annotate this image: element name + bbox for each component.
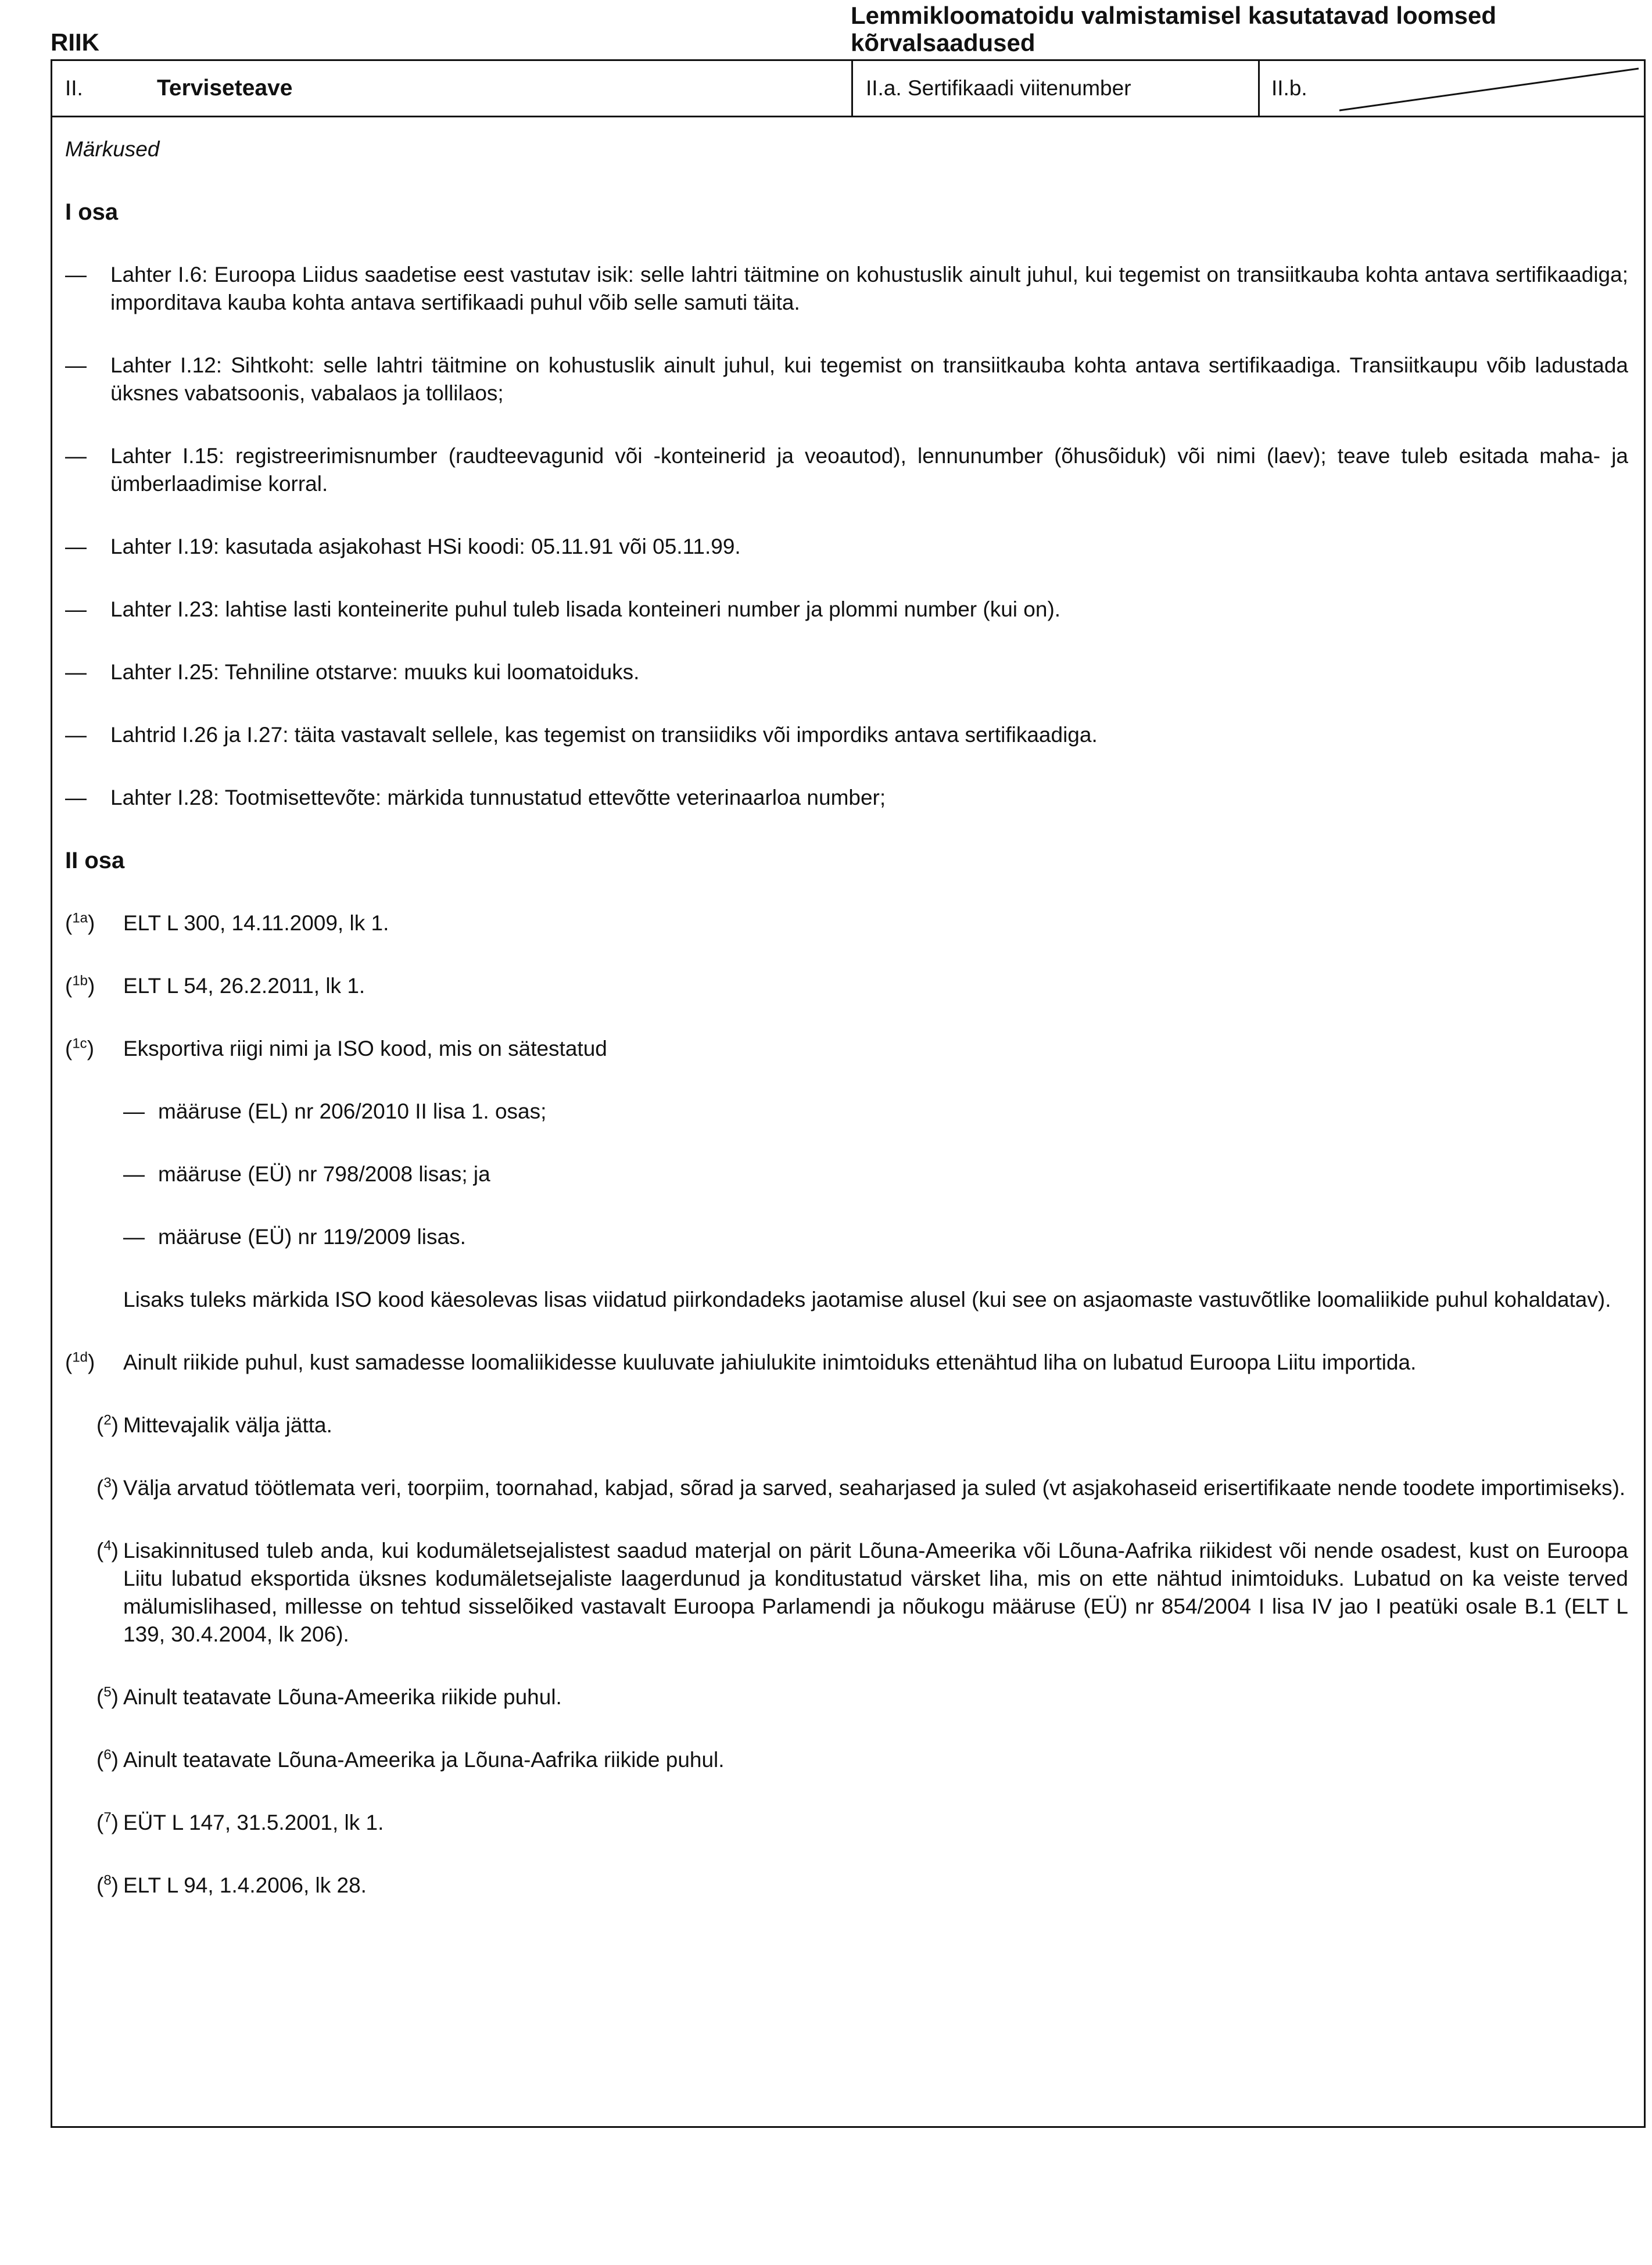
footnote: ($^7$) EÜT L 147, 31.5.2001, lk 1.: [96, 1809, 384, 1834]
certificate-title: Lemmikloomatoidu valmistamisel kasutatavad loomsed kõrvalsaadused: [851, 2, 1497, 56]
part1-note: — Lahter I.19: kasutada asjakohast HSi koodi: 05.11.91 või 05.11.99.: [65, 535, 741, 558]
footnote: ($^4$) Lisakinnitused tuleb anda, kui kodumäletsejalistest saadud materjal on pärit Lõuna-Ameerika või Lõuna-Aafrika riikidest või nende osadest, kust on Euroopa Liitu lubatud eksportida üksnes kodumäletsejaliste laagerdunud ja konditustatud värsket liha, mis on ette nähtud inimtoiduks. Lubatud on ka veiste terved mälumislihased, millesse on tehtud sisselõiked vastavalt Euroopa Parlamendi ja nõukogu määruse (EÜ) nr 854/2004 I lisa IV jao I peatüki osale B.1 (ELT L 139, 30.4.2004, lk 206).: [96, 1538, 1628, 1646]
footnote: ($^2$) Mittevajalik välja jätta.: [96, 1412, 332, 1437]
footnote: ($^5$) Ainult teatavate Lõuna-Ameerika riikide puhul.: [96, 1684, 562, 1709]
footnote-subitem: — määruse (EÜ) nr 119/2009 lisas.: [123, 1225, 466, 1249]
footnote: ($^6$) Ainult teatavate Lõuna-Ameerika ja Lõuna-Aafrika riikide puhul.: [96, 1747, 725, 1772]
notes-title: Märkused: [65, 137, 160, 161]
part1-note: — Lahter I.15: registreerimisnumber (raudteevagunid või -konteinerid ja veoautod), lennunumber (õhusõiduk) või nimi (laev); teave tuleb esitada maha- ja ümberlaadimise korral.: [65, 444, 1628, 496]
part1-note: — Lahter I.28: Tootmisettevõte: märkida tunnustatud ettevõtte veterinaarloa number;: [65, 786, 886, 809]
section-number: II.: [65, 76, 83, 100]
iib-label: II.b.: [1271, 76, 1307, 100]
part1-note: — Lahter I.25: Tehniline otstarve: muuks kui loomatoiduks.: [65, 660, 640, 684]
part1-note: — Lahtrid I.26 ja I.27: täita vastavalt sellele, kas tegemist on transiidiks või impordiks antava sertifikaadiga.: [65, 723, 1098, 747]
reference-number-label: II.a. Sertifikaadi viitenumber: [866, 76, 1131, 100]
country-label: RIIK: [51, 28, 99, 56]
footnote: ($^{1a}$) ELT L 300, 14.11.2009, lk 1.: [65, 910, 389, 935]
footnote-paragraph: Lisaks tuleks märkida ISO kood käesolevas lisas viidatud piirkondadeks jaotamise alusel (kui see on asjaomaste vastuvõtlike loomaliikide puhul kohaldatav).: [123, 1288, 1611, 1311]
part1-note: — Lahter I.23: lahtise lasti konteinerite puhul tuleb lisada konteineri number ja plommi number (kui on).: [65, 597, 1061, 621]
footnote: ($^8$) ELT L 94, 1.4.2006, lk 28.: [96, 1872, 367, 1897]
footnote: ($^{1c}$) Eksportiva riigi nimi ja ISO kood, mis on sätestatud: [65, 1035, 607, 1060]
diagonal-strike-line: [1339, 67, 1642, 113]
part-1-title: I osa: [65, 199, 119, 225]
footnote: ($^{1b}$) ELT L 54, 26.2.2011, lk 1.: [65, 973, 365, 998]
column-divider: [851, 61, 853, 116]
part1-note: — Lahter I.12: Sihtkoht: selle lahtri täitmine on kohustuslik ainult juhul, kui tegemist on transiitkauba kohta antava sertifikaadiga. Transiitkaupu võib ladustada üksnes vabatsoonis, vabalaos ja tollilaos;: [65, 353, 1628, 405]
footnote: ($^3$) Välja arvatud töötlemata veri, toorpiim, toornahad, kabjad, sõrad ja sarved, seaharjased ja suled (vt asjakohaseid erisertifikaate nende toodete importimiseks).: [96, 1475, 1626, 1500]
section-header-row: [52, 61, 1644, 117]
footnote: ($^{1d}$) Ainult riikide puhul, kust samadesse loomaliikidesse kuuluvate jahiulukite inimtoiduks ettenähtud liha on lubatud Euroopa Liitu importida.: [65, 1349, 1417, 1374]
footnote-subitem: — määruse (EL) nr 206/2010 II lisa 1. osas;: [123, 1099, 547, 1123]
notes-content: [65, 135, 1628, 1934]
footnote-subitem: — määruse (EÜ) nr 798/2008 lisas; ja: [123, 1162, 490, 1186]
section-title: Terviseteave: [157, 76, 293, 101]
part-2-title: II osa: [65, 848, 125, 873]
column-divider: [1258, 61, 1260, 116]
part1-note: — Lahter I.6: Euroopa Liidus saadetise eest vastutav isik: selle lahtri täitmine on kohustuslik ainult juhul, kui tegemist on transiitkauba kohta antava sertifikaadiga; imporditava kauba kohta antava sertifikaadi puhul võib selle samuti täita.: [65, 263, 1628, 314]
certificate-frame: [51, 59, 1646, 2128]
